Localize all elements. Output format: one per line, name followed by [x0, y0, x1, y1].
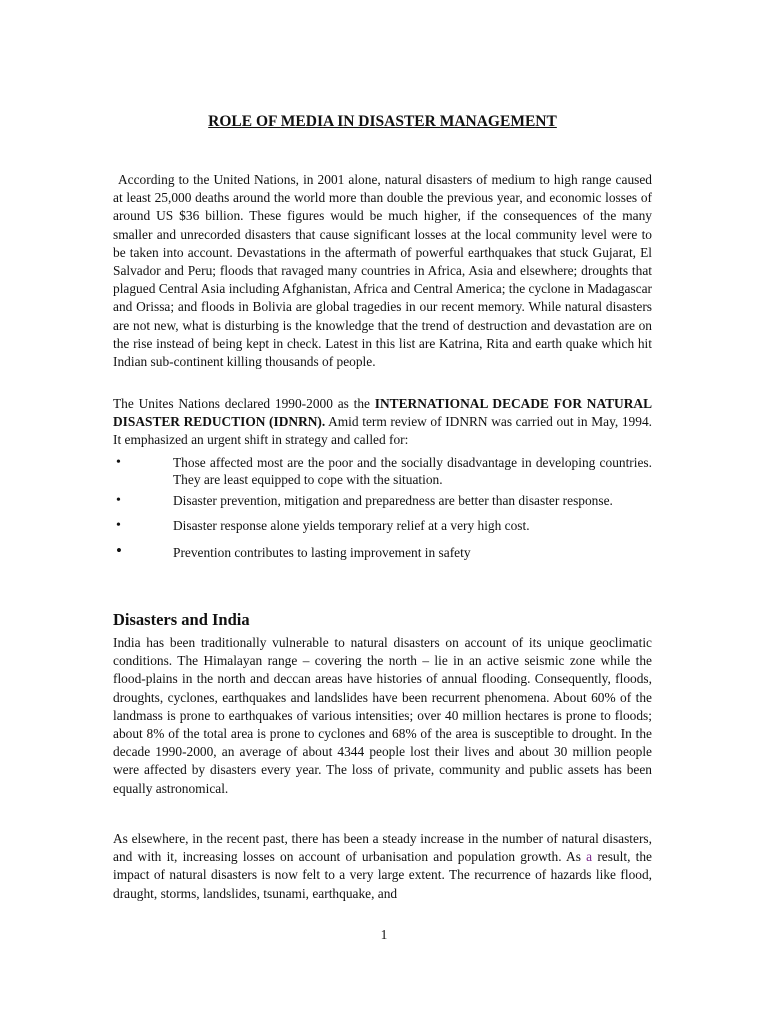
highlighted-letter: a [586, 849, 593, 865]
page-number: 1 [380, 927, 388, 942]
bullet-item [113, 455, 652, 488]
india-paragraph: India has been traditionally vulnerable to natural disasters on account of its unique geoclimatic conditions. The Himalayan range – covering the north – lie in an active seismic zone while the flood-plains in the north and deccan areas have histories of annual flooding. Consequently, floods, droughts, cyclones, earthquakes and landslides have been recurrent phenomena. About 60% of the landmass is prone to earthquakes of various intensities; over 40 million hectares is prone to floods; about 8% of the total area is prone to cyclones and 68% of the area is susceptible to drought. In the decade 1990-2000, an average of about 4344 people lost their lives and about 30 million people were affected by disasters every year. The loss of private, community and public assets has been equally astronomical. [113, 635, 652, 796]
bullet-text: Disaster prevention, mitigation and preparedness are better than disaster response. [173, 493, 613, 508]
bullet-item [113, 493, 652, 510]
document-title: ROLE OF MEDIA IN DISASTER MANAGEMENT [208, 113, 557, 130]
bullet-icon: • [116, 455, 121, 470]
idnrn-paragraph-tail: Amid term review of IDNRN was carried out in May, 1994. It emphasized an urgent shift in strategy and called for: [113, 414, 652, 448]
idnrn-paragraph [113, 395, 652, 450]
recent-past-lead: As elsewhere, in the recent past, there has been a steady increase in the number of natural disasters, and with it, increasing losses on account of urbanisation and population growth. As [113, 831, 652, 865]
idnrn-paragraph-lead: The Unites Nations declared 1990-2000 as the [113, 396, 375, 411]
intro-paragraph: According to the United Nations, in 2001 alone, natural disasters of medium to high range caused at least 25,000 deaths around the world more than double the previous year, and economic losses of around US $36 billion. These figures would be much higher, if the consequences of the many smaller and unrecorded disasters that cause significant losses at the local community level were to be taken into account. Devastations in the aftermath of powerful earthquakes that stuck Gujarat, El Salvador and Peru; floods that ravaged many countries in Africa, Asia and elsewhere; droughts that plagued Central Asia including Afghanistan, Africa and Central America; the cyclone in Madagascar and Orissa; and floods in Bolivia are global tragedies in our recent memory. While natural disasters are not new, what is disturbing is the knowledge that the trend of destruction and devastation are on the rise instead of being kept in check. Latest in this list are Katrina, Rita and earth quake which hit Indian sub-continent killing thousands of people. [113, 172, 652, 370]
bullet-icon: • [116, 541, 122, 560]
section-heading: Disasters and India [113, 610, 250, 629]
idnrn-paragraph-bold: INTERNATIONAL DECADE FOR NATURAL DISASTER REDUCTION (IDNRN). [113, 396, 652, 430]
recent-past-tail: result, the impact of natural disasters is now felt to a very large extent. The recurrence of hazards like flood, draught, storms, landslides, tsunami, earthquake, and [113, 849, 652, 901]
strategy-bullet-list [113, 455, 652, 562]
bullet-icon: • [116, 517, 121, 533]
bullet-item [113, 541, 652, 562]
bullet-text: Prevention contributes to lasting improvement in safety [173, 545, 471, 560]
bullet-item [113, 518, 652, 535]
recent-past-paragraph [113, 830, 652, 903]
bullet-text: Those affected most are the poor and the socially disadvantage in developing countries. They are least equipped to cope with the situation. [173, 455, 652, 487]
bullet-text: Disaster response alone yields temporary relief at a very high cost. [173, 517, 530, 533]
bullet-icon: • [116, 493, 121, 508]
